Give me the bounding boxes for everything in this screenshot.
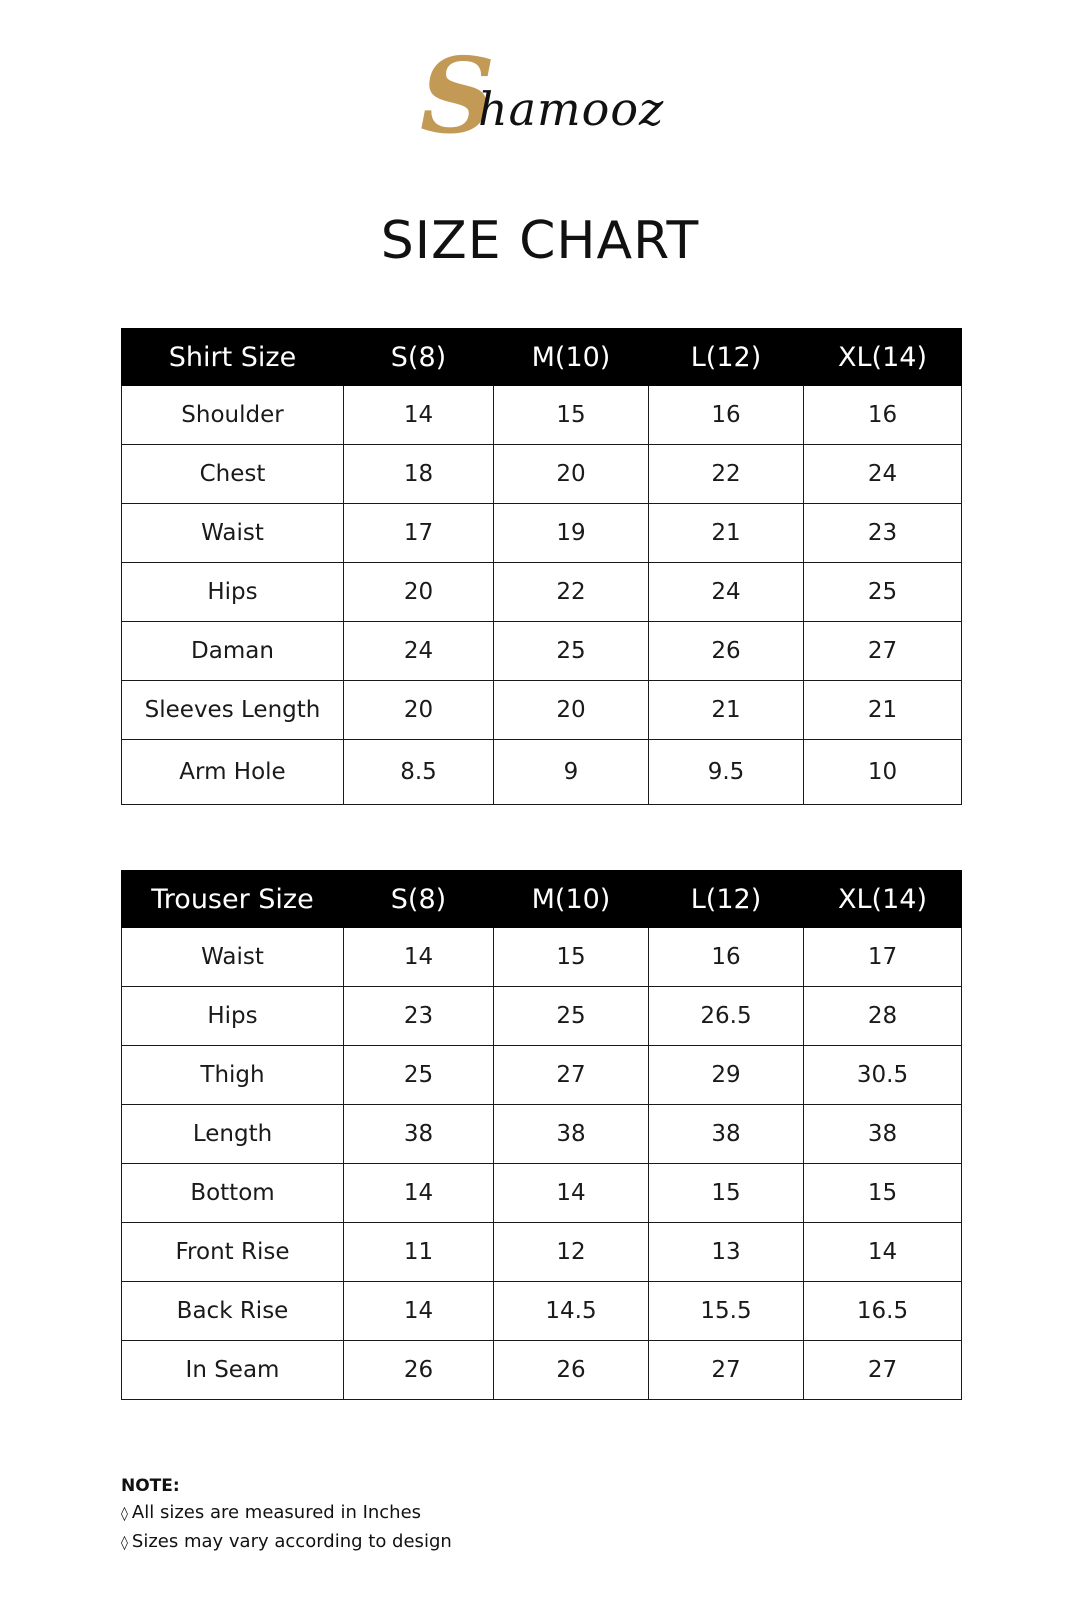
size-header: M(10)	[494, 871, 649, 928]
table-row	[122, 563, 962, 622]
measurement-label: Sleeves Length	[122, 681, 344, 740]
measurement-value: 30.5	[804, 1046, 962, 1105]
measurement-value: 20	[494, 681, 649, 740]
table-row	[122, 1105, 962, 1164]
measurement-label: Length	[122, 1105, 344, 1164]
table-row	[122, 1282, 962, 1341]
measurement-value: 29	[649, 1046, 804, 1105]
table-row	[122, 445, 962, 504]
measurement-value: 24	[344, 622, 494, 681]
measurement-label: Back Rise	[122, 1282, 344, 1341]
measurement-value: 11	[344, 1223, 494, 1282]
measurement-value: 12	[494, 1223, 649, 1282]
measurement-value: 27	[494, 1046, 649, 1105]
table-row	[122, 681, 962, 740]
measurement-value: 27	[804, 622, 962, 681]
measurement-label: Hips	[122, 987, 344, 1046]
measurement-label: In Seam	[122, 1341, 344, 1400]
measurement-label: Thigh	[122, 1046, 344, 1105]
measurement-value: 14	[344, 928, 494, 987]
shirt-table-body	[122, 386, 962, 805]
measurement-value: 38	[494, 1105, 649, 1164]
measurement-label: Bottom	[122, 1164, 344, 1223]
diamond-bullet-icon: ◊	[121, 1535, 128, 1551]
shirt-header-label: Shirt Size	[122, 329, 344, 386]
measurement-label: Waist	[122, 504, 344, 563]
measurement-value: 14	[494, 1164, 649, 1223]
size-header: L(12)	[649, 871, 804, 928]
note-text: Sizes may vary according to design	[131, 1531, 452, 1552]
shirt-header-row	[122, 329, 962, 386]
measurement-value: 20	[344, 681, 494, 740]
measurement-value: 16	[649, 386, 804, 445]
note-line	[121, 1531, 452, 1552]
measurement-label: Front Rise	[122, 1223, 344, 1282]
measurement-value: 16	[804, 386, 962, 445]
measurement-value: 26	[494, 1341, 649, 1400]
measurement-value: 16	[649, 928, 804, 987]
measurement-value: 28	[804, 987, 962, 1046]
measurement-value: 38	[804, 1105, 962, 1164]
measurement-value: 14	[344, 386, 494, 445]
measurement-value: 21	[649, 681, 804, 740]
table-row	[122, 1164, 962, 1223]
measurement-value: 38	[344, 1105, 494, 1164]
trouser-size-table	[121, 870, 962, 1400]
measurement-value: 14	[344, 1282, 494, 1341]
size-header: S(8)	[344, 329, 494, 386]
measurement-value: 25	[494, 987, 649, 1046]
table-row	[122, 928, 962, 987]
trouser-header-label: Trouser Size	[122, 871, 344, 928]
diamond-bullet-icon: ◊	[121, 1506, 128, 1522]
trouser-table-body	[122, 928, 962, 1400]
measurement-label: Waist	[122, 928, 344, 987]
table-row	[122, 987, 962, 1046]
note-text: All sizes are measured in Inches	[131, 1502, 422, 1523]
measurement-value: 19	[494, 504, 649, 563]
measurement-value: 14	[804, 1223, 962, 1282]
measurement-value: 21	[649, 504, 804, 563]
measurement-value: 14	[344, 1164, 494, 1223]
measurement-value: 8.5	[344, 740, 494, 805]
measurement-value: 17	[804, 928, 962, 987]
measurement-value: 15	[649, 1164, 804, 1223]
measurement-value: 26.5	[649, 987, 804, 1046]
trouser-table-header	[122, 871, 962, 928]
measurement-value: 10	[804, 740, 962, 805]
measurement-value: 27	[804, 1341, 962, 1400]
measurement-value: 22	[494, 563, 649, 622]
table-row	[122, 386, 962, 445]
measurement-value: 14.5	[494, 1282, 649, 1341]
size-header: XL(14)	[804, 871, 962, 928]
shirt-table-header	[122, 329, 962, 386]
measurement-value: 15	[804, 1164, 962, 1223]
table-row	[122, 622, 962, 681]
measurement-label: Daman	[122, 622, 344, 681]
measurement-value: 23	[344, 987, 494, 1046]
measurement-value: 25	[344, 1046, 494, 1105]
measurement-value: 25	[804, 563, 962, 622]
table-row	[122, 1223, 962, 1282]
measurement-value: 25	[494, 622, 649, 681]
measurement-value: 20	[344, 563, 494, 622]
measurement-value: 15.5	[649, 1282, 804, 1341]
size-header: S(8)	[344, 871, 494, 928]
measurement-value: 23	[804, 504, 962, 563]
measurement-value: 18	[344, 445, 494, 504]
logo-wordmark: hamooz	[478, 82, 665, 136]
measurement-value: 38	[649, 1105, 804, 1164]
measurement-value: 24	[649, 563, 804, 622]
note-section	[121, 1476, 452, 1560]
measurement-label: Chest	[122, 445, 344, 504]
table-row	[122, 740, 962, 805]
table-row	[122, 504, 962, 563]
measurement-value: 22	[649, 445, 804, 504]
measurement-value: 21	[804, 681, 962, 740]
measurement-value: 26	[344, 1341, 494, 1400]
size-header: M(10)	[494, 329, 649, 386]
note-line	[121, 1502, 452, 1523]
measurement-value: 26	[649, 622, 804, 681]
measurement-value: 20	[494, 445, 649, 504]
measurement-value: 9	[494, 740, 649, 805]
measurement-label: Arm Hole	[122, 740, 344, 805]
measurement-value: 15	[494, 928, 649, 987]
size-header: L(12)	[649, 329, 804, 386]
page-title: SIZE CHART	[380, 211, 700, 271]
measurement-value: 15	[494, 386, 649, 445]
note-title: NOTE:	[121, 1476, 180, 1496]
size-header: XL(14)	[804, 329, 962, 386]
measurement-value: 9.5	[649, 740, 804, 805]
measurement-value: 27	[649, 1341, 804, 1400]
measurement-value: 13	[649, 1223, 804, 1282]
brand-logo	[420, 34, 665, 162]
shirt-size-table	[121, 328, 962, 805]
table-row	[122, 1341, 962, 1400]
measurement-value: 17	[344, 504, 494, 563]
measurement-value: 16.5	[804, 1282, 962, 1341]
trouser-header-row	[122, 871, 962, 928]
measurement-value: 24	[804, 445, 962, 504]
measurement-label: Hips	[122, 563, 344, 622]
logo-initial: S	[420, 34, 496, 157]
table-row	[122, 1046, 962, 1105]
measurement-label: Shoulder	[122, 386, 344, 445]
